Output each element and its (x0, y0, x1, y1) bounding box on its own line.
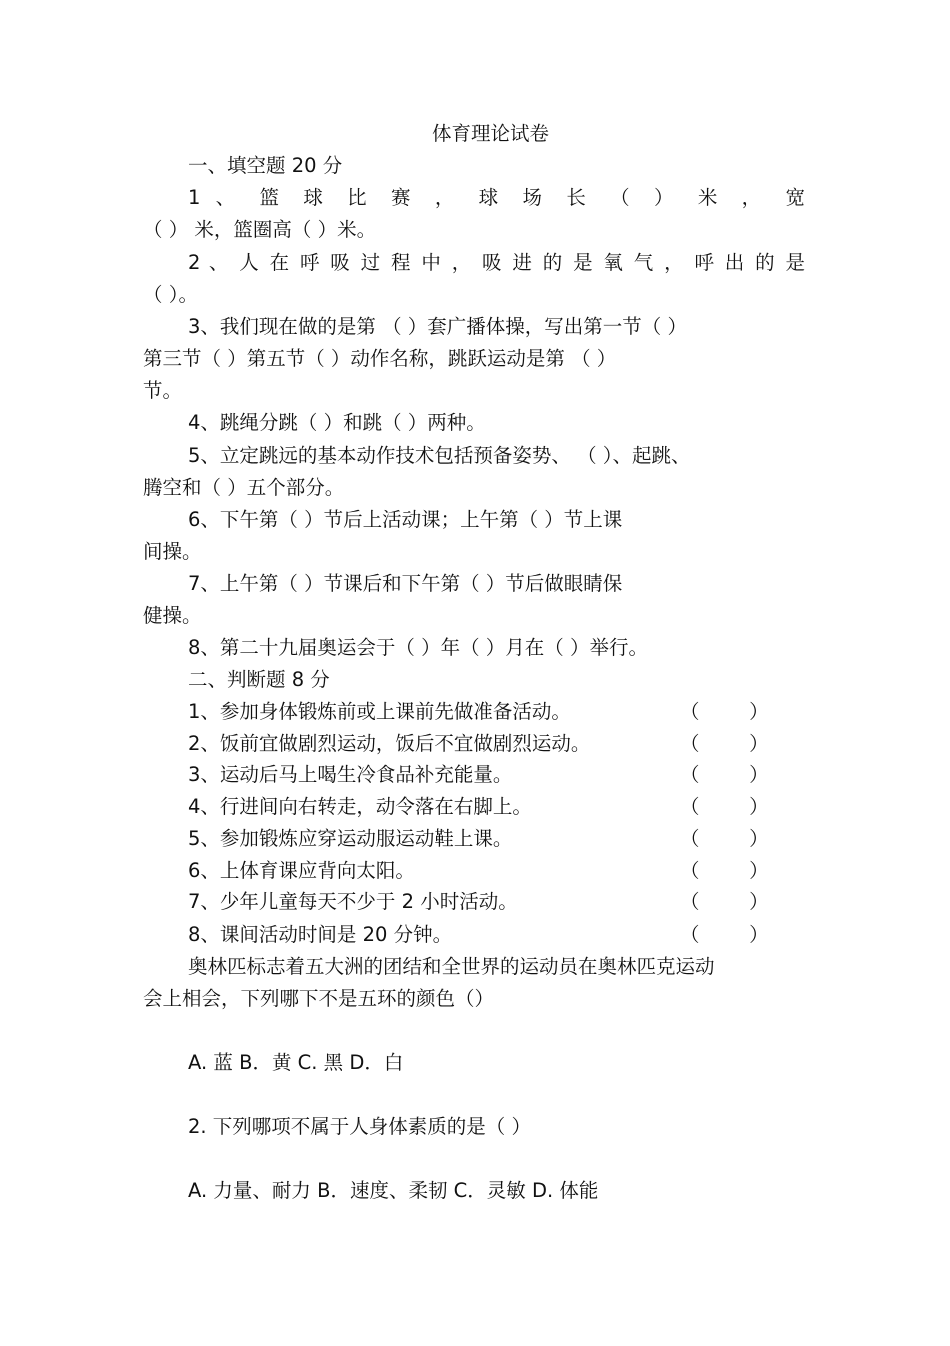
fill-blank-q5-line2: 腾空和（ ）五个部分。 (143, 476, 345, 499)
choice-q1-line2: 会上相会，下列哪下不是五环的颜色（） (143, 987, 495, 1010)
fill-blank-q1-line1: 1 、 篮 球 比 赛 ， 球 场 长 （ ） 米 ， 宽 (188, 186, 805, 209)
page-title: 体育理论试卷 (432, 122, 550, 145)
judge-item-5: 5、参加锻炼应穿运动服运动鞋上课。 (188, 827, 513, 850)
section-1-heading: 一、填空题 20 分 (188, 154, 343, 177)
judge-item-3: 3、运动后马上喝生冷食品补充能量。 (188, 763, 513, 786)
judge-answer-8: （ ） (680, 923, 769, 946)
judge-answer-7: （ ） (680, 890, 769, 913)
fill-blank-q6-line2: 间操。 (143, 540, 202, 563)
fill-blank-q8: 8、第二十九届奥运会于（ ）年（ ）月在（ ）举行。 (188, 636, 649, 659)
fill-blank-q4: 4、跳绳分跳（ ）和跳（ ）两种。 (188, 411, 486, 434)
fill-blank-q5-line1: 5、立定跳远的基本动作技术包括预备姿势、 （ ）、起跳、 (188, 444, 691, 467)
judge-item-8: 8、课间活动时间是 20 分钟。 (188, 923, 453, 946)
judge-answer-4: （ ） (680, 795, 769, 818)
judge-answer-3: （ ） (680, 763, 769, 786)
choice-q1-line1: 奥林匹标志着五大洲的团结和全世界的运动员在奥林匹克运动 (188, 955, 715, 978)
judge-answer-6: （ ） (680, 859, 769, 882)
choice-q2-options: A. 力量、耐力 B．速度、柔韧 C．灵敏 D. 体能 (188, 1179, 599, 1202)
fill-blank-q7-line1: 7、上午第（ ）节课后和下午第（ ）节后做眼睛保 (188, 572, 623, 595)
fill-blank-q3-line1: 3、我们现在做的是第 （ ）套广播体操，写出第一节（ ） (188, 315, 688, 338)
judge-answer-1: （ ） (680, 700, 769, 723)
judge-item-6: 6、上体育课应背向太阳。 (188, 859, 415, 882)
fill-blank-q1-line2: （ ） 米，篮圈高（ ）米。 (143, 218, 377, 241)
judge-item-7: 7、少年儿童每天不少于 2 小时活动。 (188, 890, 518, 913)
section-2-heading: 二、判断题 8 分 (188, 668, 330, 691)
judge-item-1: 1、参加身体锻炼前或上课前先做准备活动。 (188, 700, 571, 723)
judge-item-2: 2、饭前宜做剧烈运动，饭后不宜做剧烈运动。 (188, 732, 591, 755)
choice-q1-options: A. 蓝 B．黄 C. 黑 D．白 (188, 1051, 404, 1074)
judge-answer-5: （ ） (680, 827, 769, 850)
choice-q2: 2. 下列哪项不属于人身体素质的是（ ） (188, 1115, 532, 1138)
fill-blank-q7-line2: 健操。 (143, 604, 202, 627)
fill-blank-q2-line1: 2 、 人 在 呼 吸 过 程 中 ， 吸 进 的 是 氧 气 ， 呼 出 的 是 (188, 251, 805, 274)
fill-blank-q2-line2: （ ）。 (143, 283, 198, 306)
judge-item-4: 4、行进间向右转走，动令落在右脚上。 (188, 795, 532, 818)
fill-blank-q6-line1: 6、下午第（ ）节后上活动课；上午第（ ）节上课 (188, 508, 623, 531)
fill-blank-q3-line3: 节。 (143, 379, 183, 402)
fill-blank-q3-line2: 第三节（ ）第五节（ ）动作名称，跳跃运动是第 （ ） (143, 347, 617, 370)
judge-answer-2: （ ） (680, 732, 769, 755)
